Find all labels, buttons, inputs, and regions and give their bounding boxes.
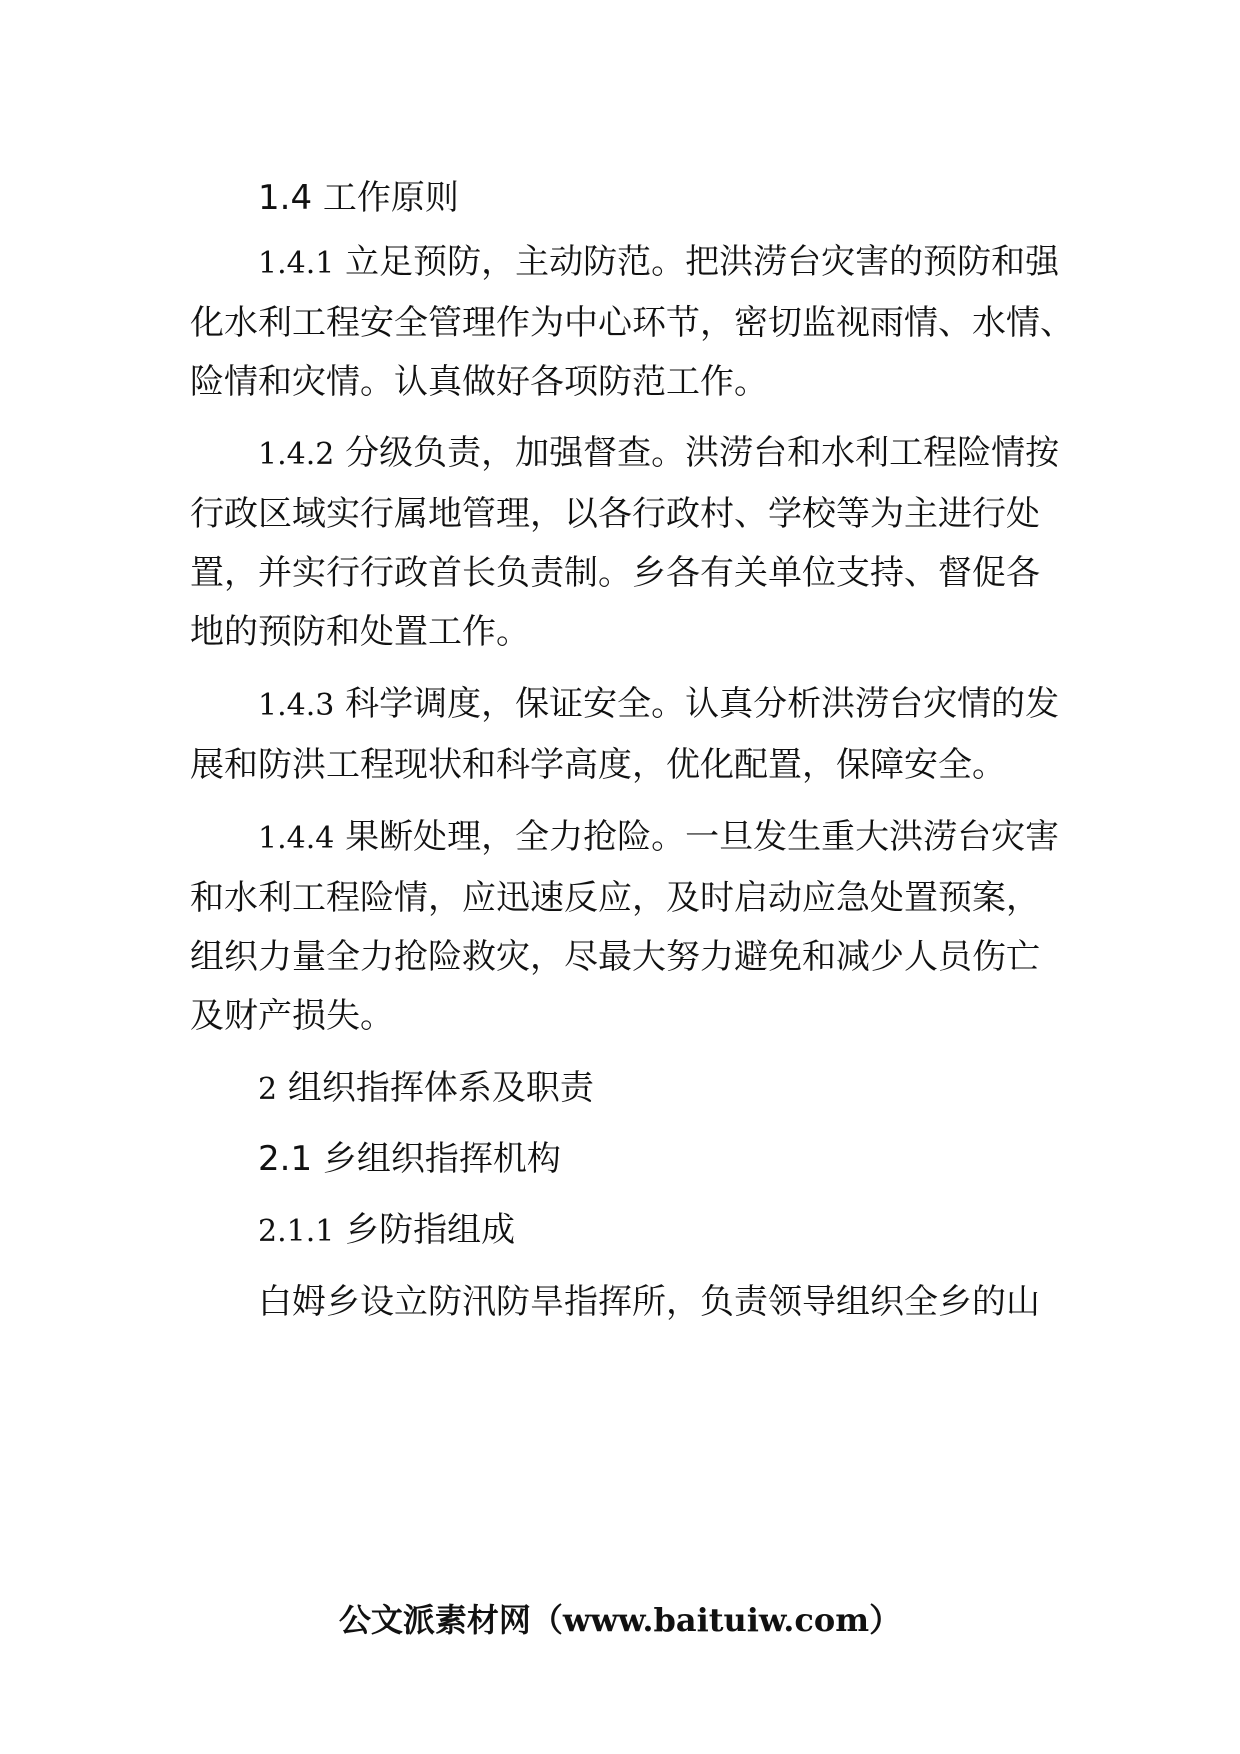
heading-text: 工作原则 [312, 178, 459, 218]
paragraph-text: 果断处理，全力抢险。一旦发生重大洪涝台灾害 [334, 817, 1060, 857]
paragraph-1-4-2-line-1 [258, 431, 1138, 477]
paragraph-last-line-1: 白姆乡设立防汛防旱指挥所，负责领导组织全乡的山 [258, 1282, 1040, 1322]
heading-number: 2 [258, 1072, 278, 1107]
page-footer: 公文派素材网（www.baituiw.com） [338, 1601, 902, 1639]
heading-number: 2.1 [258, 1139, 313, 1179]
heading-2-1 [258, 1137, 1138, 1181]
paragraph-text: 立足预防，主动防范。把洪涝台灾害的预防和强 [334, 242, 1060, 282]
paragraph-1-4-1-line-3: 险情和灾情。认真做好各项防范工作。 [190, 362, 768, 402]
paragraph-1-4-4-line-1 [258, 815, 1138, 861]
clause-number: 1.4.2 [258, 437, 335, 472]
clause-number: 1.4.4 [258, 821, 335, 856]
paragraph-1-4-4-line-2: 和水利工程险情，应迅速反应，及时启动应急处置预案， [190, 878, 1040, 918]
heading-1-4 [258, 176, 1138, 220]
paragraph-1-4-2-line-2: 行政区域实行属地管理，以各行政村、学校等为主进行处 [190, 494, 1040, 534]
paragraph-1-4-4-line-3: 组织力量全力抢险救灾，尽最大努力避免和减少人员伤亡 [190, 937, 1040, 977]
paragraph-1-4-3-line-2: 展和防洪工程现状和科学高度，优化配置，保障安全。 [190, 745, 1006, 785]
heading-2 [258, 1066, 1138, 1112]
paragraph-1-4-3-line-1 [258, 682, 1138, 728]
paragraph-text: 分级负责，加强督查。洪涝台和水利工程险情按 [334, 433, 1060, 473]
paragraph-1-4-2-line-3: 置，并实行行政首长负责制。乡各有关单位支持、督促各 [190, 553, 1040, 593]
heading-2-1-1 [258, 1208, 1138, 1254]
heading-text: 乡组织指挥机构 [312, 1139, 561, 1179]
heading-number: 1.4 [258, 178, 313, 218]
paragraph-1-4-4-line-4: 及财产损失。 [190, 996, 394, 1036]
clause-number: 1.4.3 [258, 688, 335, 723]
paragraph-1-4-2-line-4: 地的预防和处置工作。 [190, 612, 530, 652]
paragraph-text: 科学调度，保证安全。认真分析洪涝台灾情的发 [334, 684, 1060, 724]
heading-text: 组织指挥体系及职责 [277, 1068, 594, 1108]
heading-text: 乡防指组成 [334, 1210, 516, 1250]
paragraph-1-4-1-line-1 [258, 240, 1138, 286]
paragraph-1-4-1-line-2: 化水利工程安全管理作为中心环节，密切监视雨情、水情、 [190, 303, 1074, 343]
heading-number: 2.1.1 [258, 1214, 335, 1249]
clause-number: 1.4.1 [258, 246, 335, 281]
